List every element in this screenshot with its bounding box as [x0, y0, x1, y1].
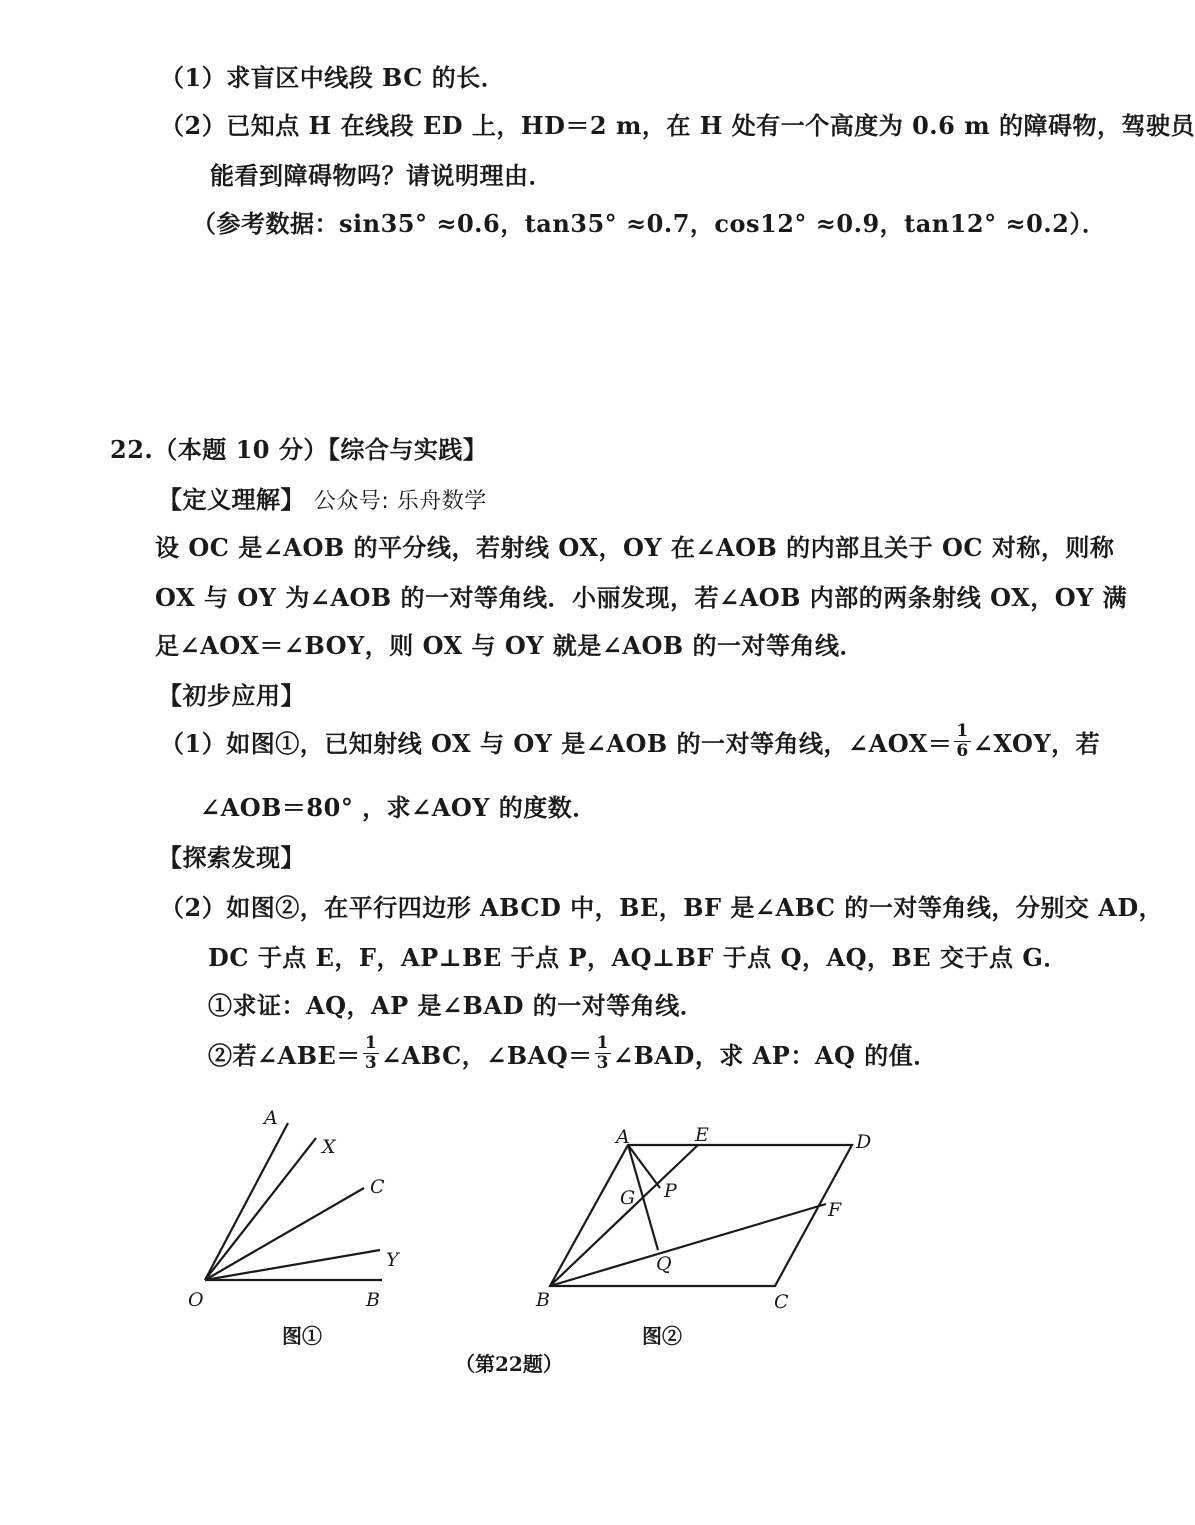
- p1-text-a: （1）如图①，已知射线 OX 与 OY 是∠AOB 的一对等角线，∠AOX＝: [160, 729, 953, 758]
- watermark-text: 公众号: 乐舟数学: [313, 489, 487, 514]
- fraction-one-third-a: [363, 1034, 379, 1073]
- sub2-text-b: ∠ABC，∠BAQ＝: [381, 1041, 593, 1070]
- explore-title: 【探索发现】: [158, 843, 305, 872]
- frac-denominator: 3: [364, 1053, 378, 1073]
- label-x: X: [322, 1136, 336, 1158]
- figure-2-parallelogram-diagram: [530, 1118, 880, 1318]
- label-g: G: [620, 1187, 636, 1209]
- q22-part2-sub1: ①求证：AQ，AP 是∠BAD 的一对等角线．: [208, 991, 705, 1020]
- parallelogram-abcd: [550, 1145, 852, 1286]
- label-c: C: [774, 1291, 789, 1313]
- figures-caption: （第22题）: [455, 1352, 563, 1376]
- q21-part1: （1）求盲区中线段 BC 的长．: [160, 63, 506, 92]
- q22-def-line2: OX 与 OY 为∠AOB 的一对等角线．小丽发现，若∠AOB 内部的两条射线 OX，OY 满: [155, 583, 1128, 612]
- q21-reference-data: （参考数据：sin35° ≈0.6，tan35° ≈0.7，cos12° ≈0.9，tan12° ≈0.2）．: [192, 209, 1107, 238]
- label-p: P: [664, 1180, 677, 1202]
- frac-denominator: 6: [956, 741, 969, 761]
- label-y: Y: [386, 1249, 399, 1271]
- frac-denominator: 3: [596, 1053, 609, 1073]
- definition-title: 【定义理解】: [158, 485, 305, 514]
- prelim-title: 【初步应用】: [158, 681, 305, 710]
- label-b: B: [366, 1289, 380, 1311]
- fraction-one-sixth: [954, 722, 970, 761]
- label-e: E: [695, 1124, 709, 1146]
- q22-part1-line2: ∠AOB＝80° ，求∠AOY 的度数．: [200, 793, 597, 822]
- label-c: C: [370, 1176, 385, 1198]
- q22-header: 22.（本题 10 分）【综合与实践】: [110, 435, 488, 464]
- label-q: Q: [656, 1253, 672, 1275]
- q21-part2-line2: 能看到障碍物吗？请说明理由．: [210, 161, 553, 190]
- label-b: B: [536, 1289, 550, 1311]
- q22-part2-sub2: [208, 1034, 938, 1073]
- q22-def-line3: 足∠AOX＝∠BOY，则 OX 与 OY 就是∠AOB 的一对等角线．: [155, 631, 865, 660]
- label-f: F: [828, 1199, 842, 1221]
- frac-numerator: 1: [596, 1033, 609, 1053]
- fraction-one-third-b: [595, 1034, 611, 1073]
- q22-part2-line2: DC 于点 E，F，AP⊥BE 于点 P，AQ⊥BF 于点 Q，AQ，BE 交于点 G．: [208, 943, 1068, 972]
- segment-bf: [550, 1204, 826, 1286]
- label-d: D: [856, 1131, 872, 1153]
- figure-2-caption: 图②: [642, 1324, 682, 1348]
- q22-part1-line1: [160, 722, 1100, 761]
- p1-text-b: ∠XOY，若: [972, 729, 1101, 758]
- sub2-text-a: ②若∠ABE＝: [208, 1041, 361, 1070]
- q21-part2-line1: （2）已知点 H 在线段 ED 上，HD＝2 m，在 H 处有一个高度为 0.6 m 的障碍物，驾驶员: [160, 111, 1195, 140]
- label-a: A: [264, 1107, 278, 1129]
- figure-1-angle-diagram: [170, 1100, 430, 1320]
- frac-numerator: 1: [364, 1033, 378, 1053]
- sub2-text-c: ∠BAD，求 AP：AQ 的值．: [612, 1041, 938, 1070]
- q22-definition-row: [158, 480, 487, 515]
- frac-numerator: 1: [956, 721, 969, 741]
- label-a: A: [616, 1126, 630, 1148]
- q22-part2-line1: （2）如图②，在平行四边形 ABCD 中，BE，BF 是∠ABC 的一对等角线，分别交 AD，: [160, 893, 1164, 922]
- figure-1-caption: 图①: [282, 1324, 322, 1348]
- q22-def-line1: 设 OC 是∠AOB 的平分线，若射线 OX，OY 在∠AOB 的内部且关于 OC 对称，则称: [155, 533, 1115, 562]
- segment-ap: [628, 1145, 660, 1188]
- ray-ox: [205, 1138, 316, 1280]
- label-o: O: [188, 1289, 204, 1311]
